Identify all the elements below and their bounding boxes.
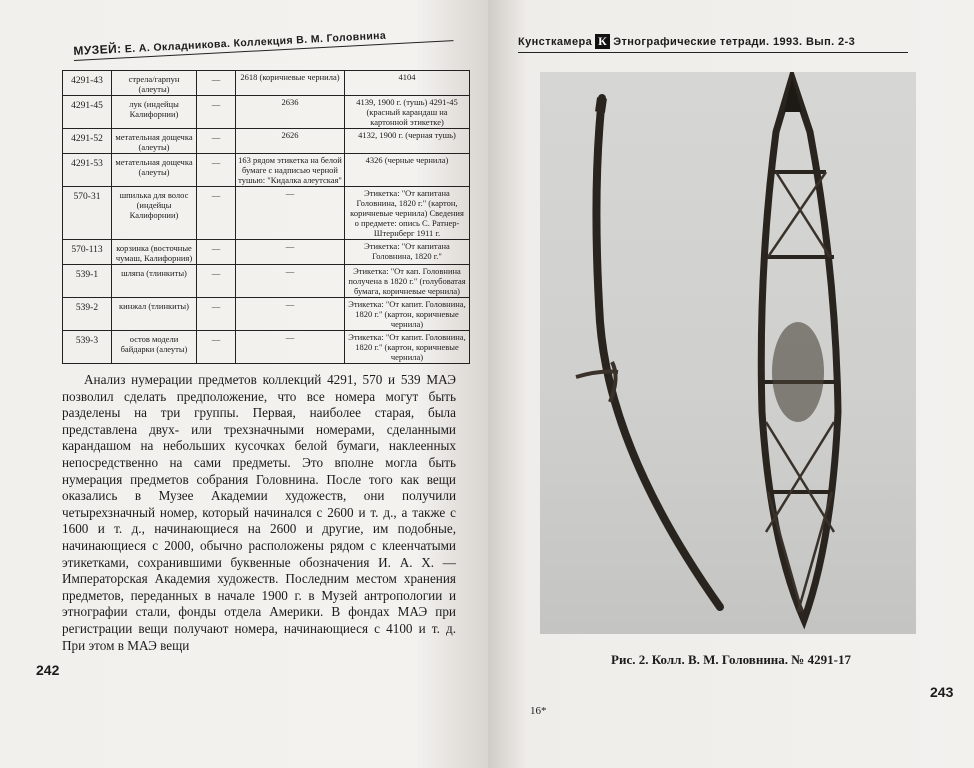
inventory-number-cell: 570-31 bbox=[63, 187, 112, 240]
table-row bbox=[63, 298, 470, 331]
inventory-number-cell: 4291-52 bbox=[63, 129, 112, 154]
column-4-cell: 2636 bbox=[236, 96, 345, 129]
table-row bbox=[63, 129, 470, 154]
column-3-cell: — bbox=[197, 187, 236, 240]
inventory-number-cell: 4291-45 bbox=[63, 96, 112, 129]
column-4-cell: 163 рядом этикетка на белой бумаге с надписью черной тушью: "Кидалка алеутская" bbox=[236, 154, 345, 187]
item-name-cell: корзинка (восточные чумаш, Калифорния) bbox=[112, 240, 197, 265]
item-name-cell: шляпа (тлинкиты) bbox=[112, 265, 197, 298]
right-page bbox=[488, 0, 974, 768]
journal-issue: Этнографические тетради. 1993. Вып. 2-3 bbox=[613, 36, 856, 48]
table-row bbox=[63, 240, 470, 265]
bow-and-frame-image bbox=[540, 72, 916, 634]
label-notes-cell: Этикетка: "От кап. Головнина получена в 1820 г." (голубоватая бумага, коричневые чернила) bbox=[345, 265, 470, 298]
page-number-left: 242 bbox=[36, 662, 60, 679]
label-notes-cell: 4139, 1900 г. (тушь) 4291-45 (красный карандаш на картонной этикетке) bbox=[345, 96, 470, 129]
item-name-cell: кинжал (тлинкиты) bbox=[112, 298, 197, 331]
inventory-number-cell: 539-1 bbox=[63, 265, 112, 298]
column-4-cell: — bbox=[236, 240, 345, 265]
inventory-number-cell: 4291-53 bbox=[63, 154, 112, 187]
column-3-cell: — bbox=[197, 298, 236, 331]
column-3-cell: — bbox=[197, 240, 236, 265]
table-row bbox=[63, 71, 470, 96]
column-3-cell: — bbox=[197, 331, 236, 364]
running-head-section: МУЗЕЙ: bbox=[73, 41, 122, 59]
table-row bbox=[63, 154, 470, 187]
figure-caption: Рис. 2. Колл. В. М. Головнина. № 4291-17 bbox=[611, 652, 851, 667]
label-notes-cell: 4104 bbox=[345, 71, 470, 96]
left-page-column bbox=[36, 70, 466, 679]
column-4-cell: 2618 (коричневые чернила) bbox=[236, 71, 345, 96]
journal-name: Кунсткамера bbox=[518, 36, 593, 48]
label-notes-cell: 4326 (черные чернила) bbox=[345, 154, 470, 187]
running-head-right bbox=[518, 34, 908, 53]
table-row bbox=[63, 265, 470, 298]
label-notes-cell: Этикетка: "От капит. Головнина, 1820 г." (картон, коричневые чернила) bbox=[345, 298, 470, 331]
inventory-number-cell: 539-2 bbox=[63, 298, 112, 331]
column-4-cell: — bbox=[236, 265, 345, 298]
column-3-cell: — bbox=[197, 96, 236, 129]
column-3-cell: — bbox=[197, 265, 236, 298]
figure-photo bbox=[540, 72, 916, 634]
column-4-cell: — bbox=[236, 331, 345, 364]
item-name-cell: лук (индейцы Калифорнии) bbox=[112, 96, 197, 129]
running-head-left bbox=[73, 24, 453, 61]
column-3-cell: — bbox=[197, 129, 236, 154]
page-number-right: 243 bbox=[930, 684, 954, 700]
column-4-cell: 2626 bbox=[236, 129, 345, 154]
table-row bbox=[63, 96, 470, 129]
item-name-cell: стрела/гарпун (алеуты) bbox=[112, 71, 197, 96]
running-head-title: Е. А. Окладникова. Коллекция В. М. Головнина bbox=[124, 29, 387, 56]
inventory-number-cell: 570-113 bbox=[63, 240, 112, 265]
label-notes-cell: Этикетка: "От капит. Головнина, 1820 г." (картон, коричневые чернила) bbox=[345, 331, 470, 364]
table-row bbox=[63, 187, 470, 240]
label-notes-cell: Этикетка: "От капитана Головнина, 1820 г." (картон, коричневые чернила) Сведения о предмете: опись С. Ратнер-Штернберг 1911 г. bbox=[345, 187, 470, 240]
column-4-cell: — bbox=[236, 298, 345, 331]
kunstkamera-logo: К bbox=[595, 34, 610, 49]
collection-table bbox=[62, 70, 470, 364]
item-name-cell: шпилька для волос (индейцы Калифорнии) bbox=[112, 187, 197, 240]
body-paragraph: Анализ нумерации предметов коллекций 4291, 570 и 539 МАЭ позволил сделать предположение, что все номера могут быть разделены на три группы. Первая, наиболее старая, была представлена двух- или трехзначными номерами, сделанными карандашом на небольших кусочках белой бумаги, наклеенных непосредственно на сами предметы. Это вполне могла быть нумерация предметов собрания Головнина. После того как вещи оказались в Музее Академии художеств, они получили четырехзначный номер, который начинался с 2600 и т. д., а также с 1600 и т. д., начинающиеся на 2600 и другие, им подобные, начинающиеся с 2000, обычно расположены рядом с клеенчатыми этикетками, сохранившими буквенные обозначения И. А. Х. — Императорская Академия художеств. Последним местом хранения предметов, переданных в начале 1900 г. в Музей антропологии и этнографии стали, фонды отдела Америки. В фондах МАЭ при регистрации вещи получают номера, начинающиеся с 4100 и т. д. При этом в МАЭ вещи bbox=[62, 372, 456, 653]
column-4-cell: — bbox=[236, 187, 345, 240]
item-name-cell: остов модели байдарки (алеуты) bbox=[112, 331, 197, 364]
label-notes-cell: 4132, 1900 г. (черная тушь) bbox=[345, 129, 470, 154]
column-3-cell: — bbox=[197, 154, 236, 187]
label-notes-cell: Этикетка: "От капитана Головнина, 1820 г." bbox=[345, 240, 470, 265]
signature-mark: 16* bbox=[530, 705, 547, 717]
inventory-number-cell: 539-3 bbox=[63, 331, 112, 364]
table-row bbox=[63, 331, 470, 364]
column-3-cell: — bbox=[197, 71, 236, 96]
inventory-number-cell: 4291-43 bbox=[63, 71, 112, 96]
item-name-cell: метательная дощечка (алеуты) bbox=[112, 154, 197, 187]
item-name-cell: метательная дощечка (алеуты) bbox=[112, 129, 197, 154]
